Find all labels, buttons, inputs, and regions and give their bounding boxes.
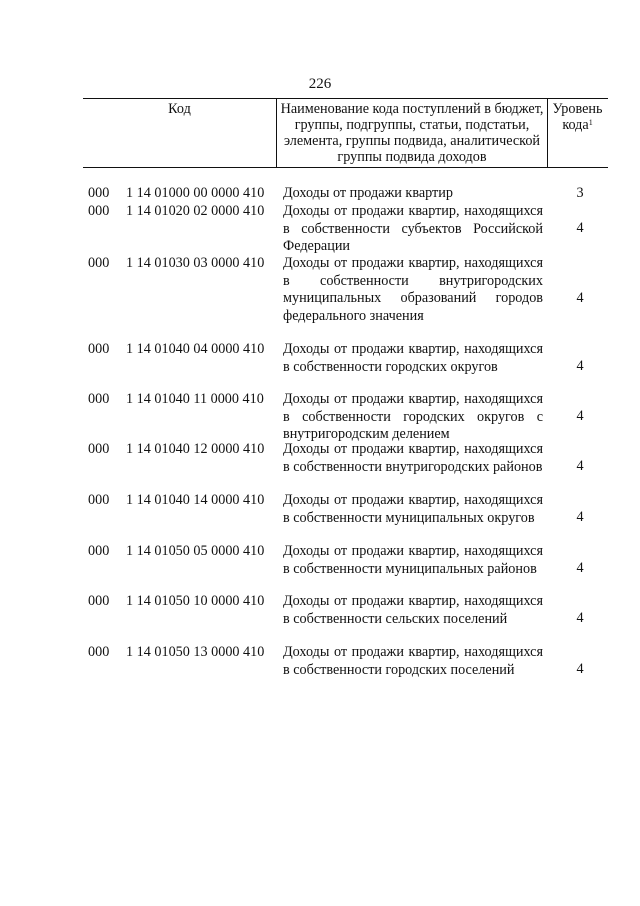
row-code: 1 14 01020 02 0000 410 bbox=[126, 203, 265, 219]
row-code: 1 14 01040 04 0000 410 bbox=[126, 341, 265, 357]
row-level: 4 bbox=[576, 458, 584, 474]
row-prefix: 000 bbox=[88, 441, 110, 457]
row-prefix: 000 bbox=[88, 341, 110, 357]
row-level: 4 bbox=[576, 220, 584, 236]
row-prefix: 000 bbox=[88, 255, 110, 271]
row-level: 4 bbox=[576, 509, 584, 525]
row-name: Доходы от продажи квартир, находящихся в собственности внутригородских районов bbox=[283, 441, 543, 475]
row-code: 1 14 01040 12 0000 410 bbox=[126, 441, 265, 457]
row-name: Доходы от продажи квартир, находящихся в собственности городских округов bbox=[283, 341, 543, 375]
row-level: 4 bbox=[576, 560, 584, 576]
row-code: 1 14 01030 03 0000 410 bbox=[126, 255, 265, 271]
row-code: 1 14 01000 00 0000 410 bbox=[126, 185, 265, 201]
row-level: 3 bbox=[576, 185, 584, 201]
row-name: Доходы от продажи квартир, находящихся в собственности муниципальных районов bbox=[283, 543, 543, 577]
row-name: Доходы от продажи квартир, находящихся в собственности городских поселений bbox=[283, 644, 543, 678]
table-header bbox=[83, 98, 608, 168]
row-prefix: 000 bbox=[88, 543, 110, 559]
header-name: Наименование кода поступлений в бюджет, группы, подгруппы, статьи, подстатьи, элемента, группы подвида, аналитической группы подвида доходов bbox=[276, 99, 548, 167]
row-prefix: 000 bbox=[88, 391, 110, 407]
row-name: Доходы от продажи квартир, находящихся в собственности сельских поселений bbox=[283, 593, 543, 627]
page-number: 226 bbox=[308, 76, 332, 92]
row-prefix: 000 bbox=[88, 203, 110, 219]
row-level: 4 bbox=[576, 408, 584, 424]
row-name: Доходы от продажи квартир, находящихся в собственности муниципальных округов bbox=[283, 492, 543, 526]
row-level: 4 bbox=[576, 290, 584, 306]
row-level: 4 bbox=[576, 661, 584, 677]
header-code: Код bbox=[168, 101, 191, 117]
header-level bbox=[547, 99, 608, 167]
row-code: 1 14 01040 14 0000 410 bbox=[126, 492, 265, 508]
row-prefix: 000 bbox=[88, 492, 110, 508]
row-name: Доходы от продажи квартир, находящихся в собственности городских округов с внутригородским делением bbox=[283, 391, 543, 442]
row-name: Доходы от продажи квартир, находящихся в собственности субъектов Российской Федерации bbox=[283, 203, 543, 254]
row-prefix: 000 bbox=[88, 185, 110, 201]
header-level-footnote: 1 bbox=[588, 118, 593, 127]
row-prefix: 000 bbox=[88, 644, 110, 660]
row-code: 1 14 01040 11 0000 410 bbox=[126, 391, 264, 407]
row-name: Доходы от продажи квартир, находящихся в собственности внутригородских муниципальных образований городов федерального значения bbox=[283, 255, 543, 324]
row-code: 1 14 01050 10 0000 410 bbox=[126, 593, 265, 609]
row-code: 1 14 01050 05 0000 410 bbox=[126, 543, 265, 559]
row-prefix: 000 bbox=[88, 593, 110, 609]
row-code: 1 14 01050 13 0000 410 bbox=[126, 644, 265, 660]
row-name: Доходы от продажи квартир bbox=[283, 185, 453, 201]
row-level: 4 bbox=[576, 610, 584, 626]
header-level-label: Уровень кода bbox=[552, 101, 603, 133]
row-level: 4 bbox=[576, 358, 584, 374]
